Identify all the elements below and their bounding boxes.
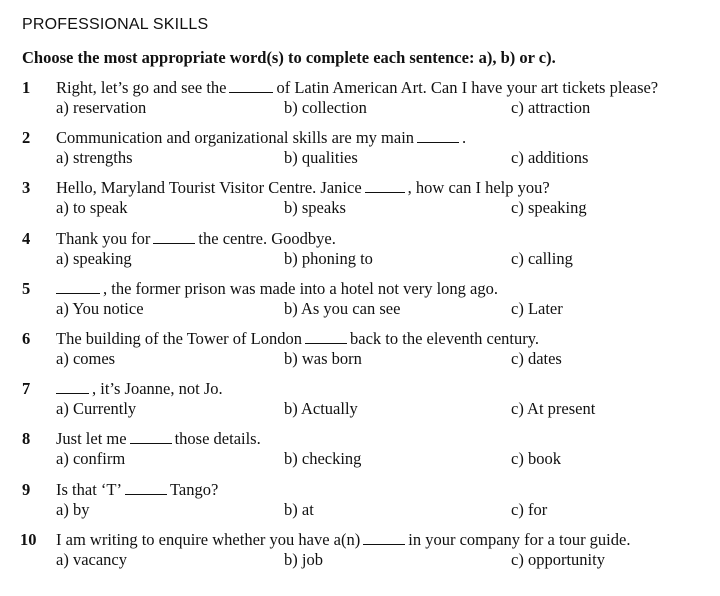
question-stem bbox=[56, 429, 261, 449]
option-b: b) checking bbox=[284, 449, 362, 468]
stem-before: Just let me bbox=[56, 429, 127, 448]
stem-before: Communication and organizational skills are my main bbox=[56, 128, 415, 147]
option-a: a) reservation bbox=[56, 98, 147, 117]
question-stem bbox=[56, 229, 336, 249]
answer-blank bbox=[56, 279, 100, 294]
stem-after: , it’s Joanne, not Jo. bbox=[92, 379, 223, 398]
question-item bbox=[0, 128, 720, 172]
option-b: b) qualities bbox=[284, 148, 358, 167]
question-number: 10 bbox=[20, 530, 37, 549]
option-b: b) phoning to bbox=[284, 249, 373, 268]
option-c: c) dates bbox=[511, 349, 562, 368]
answer-blank bbox=[363, 530, 405, 545]
stem-after: in your company for a tour guide. bbox=[408, 530, 631, 549]
question-stem bbox=[56, 530, 630, 550]
question-stem bbox=[56, 379, 223, 399]
question-number: 9 bbox=[22, 480, 31, 499]
question-number: 4 bbox=[22, 229, 31, 248]
question-item bbox=[0, 279, 720, 323]
option-c: c) for bbox=[511, 500, 548, 519]
option-b: b) collection bbox=[284, 98, 367, 117]
answer-blank bbox=[130, 429, 172, 444]
question-number: 2 bbox=[22, 128, 31, 147]
option-c: c) additions bbox=[511, 148, 589, 167]
option-a: a) by bbox=[56, 500, 90, 519]
stem-after: back to the eleventh century. bbox=[350, 329, 540, 348]
stem-before: The building of the Tower of London bbox=[56, 329, 302, 348]
stem-before: Hello, Maryland Tourist Visitor Centre. Janice bbox=[56, 178, 362, 197]
stem-after: , the former prison was made into a hotel not very long ago. bbox=[103, 279, 498, 298]
question-item bbox=[0, 78, 720, 122]
page-title: PROFESSIONAL SKILLS bbox=[22, 16, 209, 33]
option-a: a) to speak bbox=[56, 198, 128, 217]
option-a: a) Currently bbox=[56, 399, 137, 418]
option-c: c) Later bbox=[511, 299, 563, 318]
stem-before: I am writing to enquire whether you have a(n) bbox=[56, 530, 361, 549]
option-b: b) at bbox=[284, 500, 314, 519]
option-a: a) speaking bbox=[56, 249, 132, 268]
answer-blank bbox=[365, 178, 405, 193]
question-stem bbox=[56, 78, 658, 98]
question-item bbox=[0, 379, 720, 423]
option-b: b) As you can see bbox=[284, 299, 401, 318]
question-item bbox=[0, 329, 720, 373]
question-stem bbox=[56, 329, 539, 349]
question-item bbox=[0, 429, 720, 473]
option-a: a) strengths bbox=[56, 148, 133, 167]
stem-after: , how can I help you? bbox=[407, 178, 550, 197]
option-c: c) At present bbox=[511, 399, 596, 418]
stem-after: the centre. Goodbye. bbox=[198, 229, 336, 248]
answer-blank bbox=[305, 329, 347, 344]
stem-after: Tango? bbox=[169, 480, 219, 499]
question-stem bbox=[56, 480, 218, 500]
option-c: c) attraction bbox=[511, 98, 591, 117]
question-item bbox=[0, 229, 720, 273]
question-stem bbox=[56, 178, 550, 198]
option-a: a) vacancy bbox=[56, 550, 127, 569]
option-b: b) speaks bbox=[284, 198, 346, 217]
answer-blank bbox=[56, 379, 89, 394]
question-stem bbox=[56, 279, 498, 299]
option-c: c) book bbox=[511, 449, 561, 468]
question-item bbox=[0, 530, 720, 574]
question-number: 5 bbox=[22, 279, 31, 298]
option-b: b) Actually bbox=[284, 399, 358, 418]
option-c: c) speaking bbox=[511, 198, 587, 217]
question-number: 1 bbox=[22, 78, 31, 97]
answer-blank bbox=[417, 128, 459, 143]
option-c: c) calling bbox=[511, 249, 573, 268]
option-a: a) You notice bbox=[56, 299, 144, 318]
option-c: c) opportunity bbox=[511, 550, 605, 569]
question-number: 6 bbox=[22, 329, 31, 348]
stem-after: . bbox=[462, 128, 467, 147]
instructions: Choose the most appropriate word(s) to complete each sentence: a), b) or c). bbox=[22, 48, 556, 67]
question-stem bbox=[56, 128, 466, 148]
stem-after: those details. bbox=[174, 429, 261, 448]
option-a: a) comes bbox=[56, 349, 116, 368]
answer-blank bbox=[125, 480, 167, 495]
question-number: 7 bbox=[22, 379, 31, 398]
option-b: b) job bbox=[284, 550, 323, 569]
stem-before: Thank you for bbox=[56, 229, 151, 248]
question-number: 8 bbox=[22, 429, 31, 448]
stem-after: of Latin American Art. Can I have your art tickets please? bbox=[276, 78, 659, 97]
stem-before: Right, let’s go and see the bbox=[56, 78, 227, 97]
question-number: 3 bbox=[22, 178, 31, 197]
answer-blank bbox=[153, 229, 195, 244]
answer-blank bbox=[229, 78, 273, 93]
option-b: b) was born bbox=[284, 349, 362, 368]
question-item bbox=[0, 480, 720, 524]
question-item bbox=[0, 178, 720, 222]
stem-before: Is that ‘T’ bbox=[56, 480, 122, 499]
option-a: a) confirm bbox=[56, 449, 126, 468]
